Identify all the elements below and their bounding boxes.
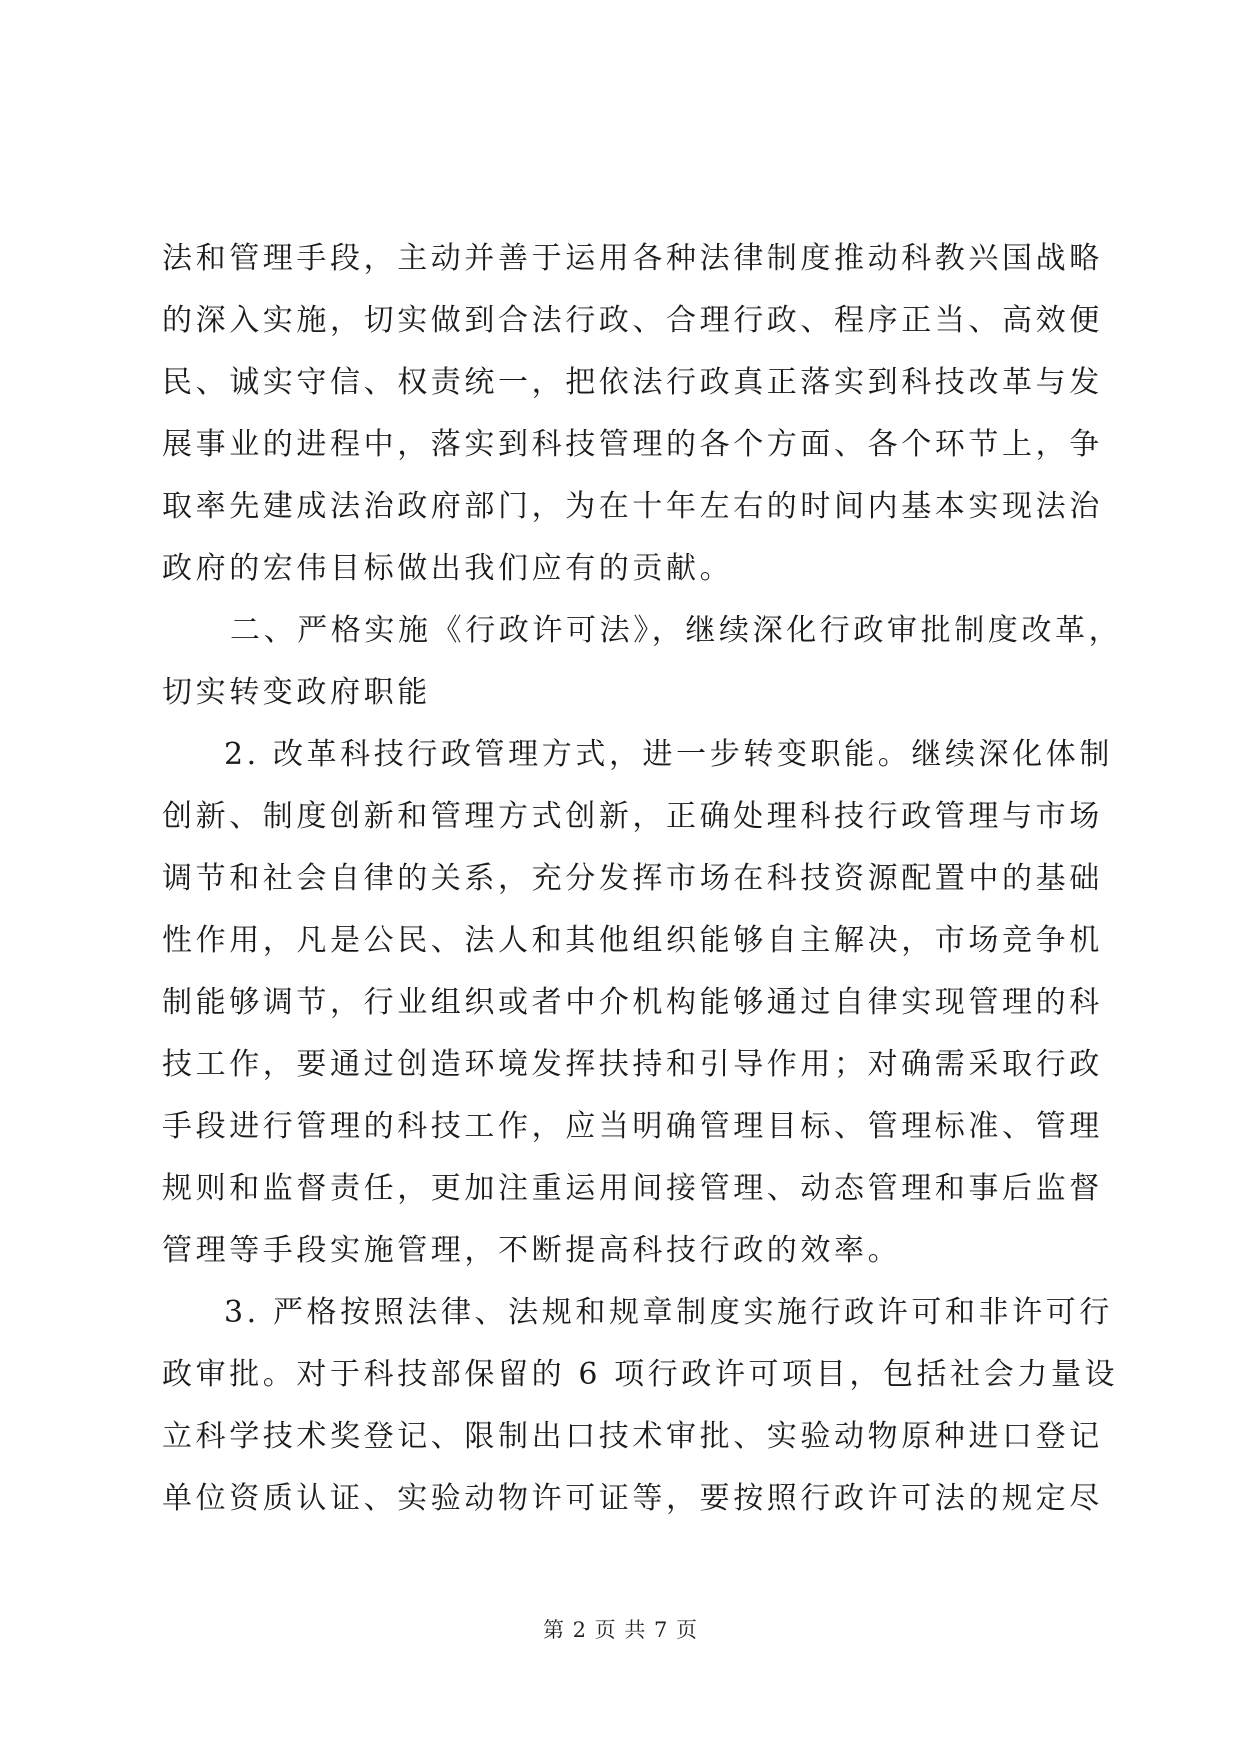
text-line: 展事业的进程中，落实到科技管理的各个方面、各个环节上，争 bbox=[162, 427, 1103, 462]
text-line: 技工作，要通过创造环境发挥扶持和引导作用；对确需采取行政 bbox=[162, 1047, 1103, 1082]
section-heading-line: 二、严格实施《行政许可法》，继续深化行政审批制度改革， bbox=[230, 613, 1123, 648]
text-line: 的深入实施，切实做到合法行政、合理行政、程序正当、高效便 bbox=[162, 303, 1103, 338]
text-line: 创新、制度创新和管理方式创新，正确处理科技行政管理与市场 bbox=[162, 799, 1103, 834]
document-body bbox=[162, 228, 1123, 1530]
text-line: 2. 改革科技行政管理方式，进一步转变职能。继续深化体制 bbox=[224, 737, 1113, 772]
text-line: 民、诚实守信、权责统一，把依法行政真正落实到科技改革与发 bbox=[162, 365, 1103, 400]
text-line: 3. 严格按照法律、法规和规章制度实施行政许可和非许可行 bbox=[224, 1295, 1113, 1330]
text-line: 调节和社会自律的关系，充分发挥市场在科技资源配置中的基础 bbox=[162, 861, 1103, 896]
text-line: 管理等手段实施管理，不断提高科技行政的效率。 bbox=[162, 1233, 902, 1268]
text-line: 制能够调节，行业组织或者中介机构能够通过自律实现管理的科 bbox=[162, 985, 1103, 1020]
text-line: 单位资质认证、实验动物许可证等，要按照行政许可法的规定尽 bbox=[162, 1481, 1103, 1516]
text-line: 规则和监督责任，更加注重运用间接管理、动态管理和事后监督 bbox=[162, 1171, 1103, 1206]
text-line: 政府的宏伟目标做出我们应有的贡献。 bbox=[162, 551, 734, 586]
text-line: 性作用，凡是公民、法人和其他组织能够自主解决，市场竞争机 bbox=[162, 923, 1103, 958]
text-line: 立科学技术奖登记、限制出口技术审批、实验动物原种进口登记 bbox=[162, 1419, 1103, 1454]
text-line: 政审批。对于科技部保留的 6 项行政许可项目，包括社会力量设 bbox=[162, 1357, 1119, 1392]
text-line: 取率先建成法治政府部门，为在十年左右的时间内基本实现法治 bbox=[162, 489, 1103, 524]
text-line: 切实转变政府职能 bbox=[162, 675, 431, 710]
text-line: 手段进行管理的科技工作，应当明确管理目标、管理标准、管理 bbox=[162, 1109, 1103, 1144]
text-line: 法和管理手段，主动并善于运用各种法律制度推动科教兴国战略 bbox=[162, 241, 1103, 276]
page-footer: 第 2 页 共 7 页 bbox=[542, 1618, 699, 1642]
